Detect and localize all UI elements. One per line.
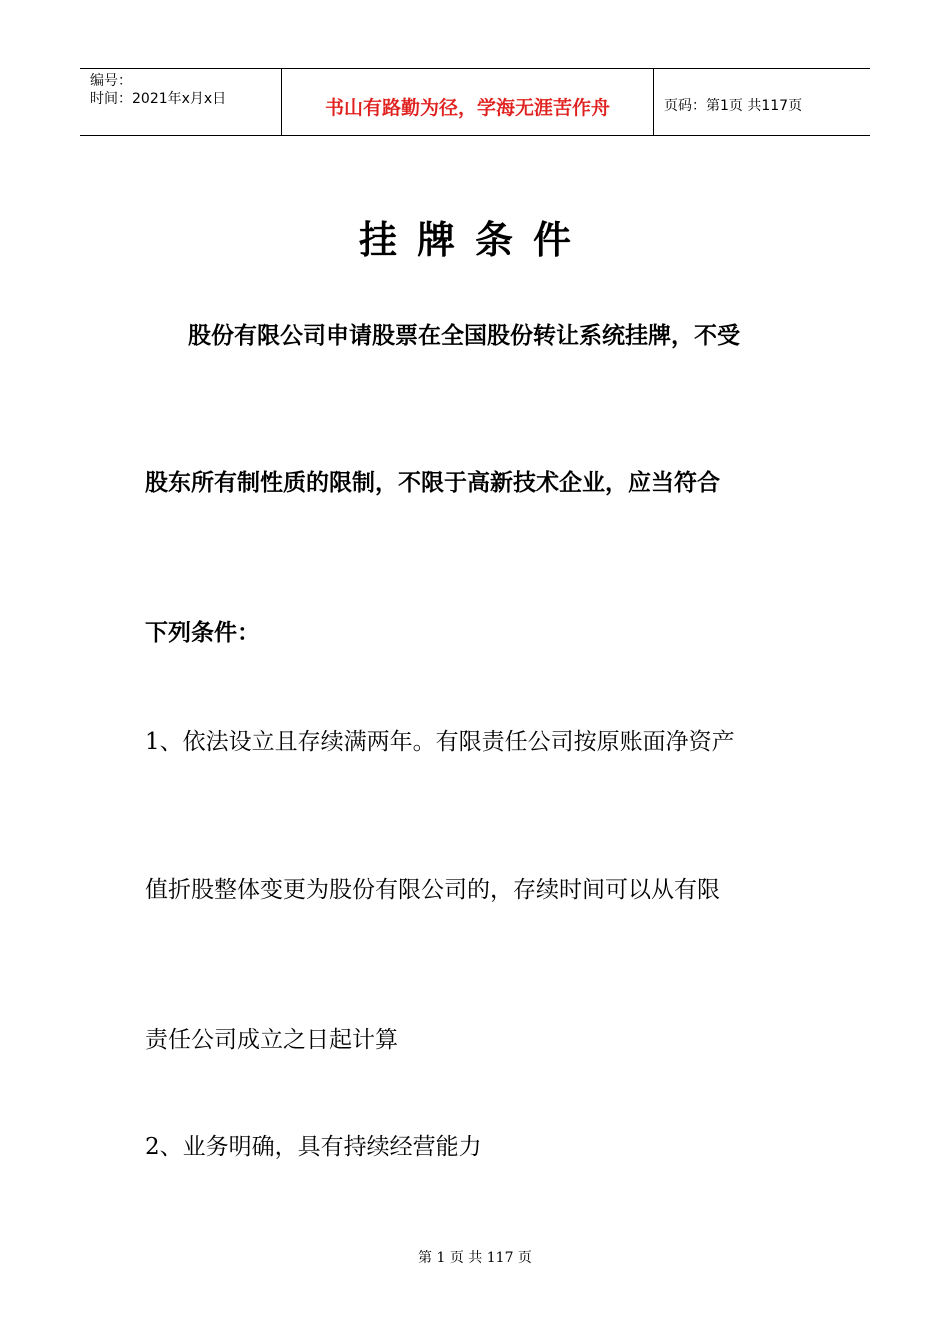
body-line-2: 股东所有制性质的限制，不限于高新技术企业，应当符合 [145, 469, 720, 496]
header-page-cell [654, 69, 870, 135]
body-line-1: 股份有限公司申请股票在全国股份转让系统挂牌，不受 [188, 322, 740, 349]
document-header [80, 68, 870, 136]
header-motto: 书山有路勤为径，学海无涯苦作舟 [324, 97, 610, 119]
body-line-5: 值折股整体变更为股份有限公司的，存续时间可以从有限 [145, 877, 720, 903]
body-line-6: 责任公司成立之日起计算 [145, 1027, 398, 1053]
body-line-7: 2、业务明确，具有持续经营能力 [145, 1134, 482, 1160]
header-motto-cell [281, 69, 654, 135]
page-title: 挂牌条件 [358, 217, 591, 262]
header-meta [80, 69, 281, 135]
body-line-3: 下列条件： [145, 619, 260, 646]
header-page-info: 页码：第1页 共117页 [664, 98, 803, 114]
body-line-4: 1、依法设立且存续满两年。有限责任公司按原账面净资产 [145, 729, 735, 755]
document-time-label: 时间：2021年x月x日 [90, 91, 227, 107]
page-footer: 第 1 页 共 117 页 [418, 1250, 532, 1266]
document-number-label: 编号： [90, 73, 132, 89]
